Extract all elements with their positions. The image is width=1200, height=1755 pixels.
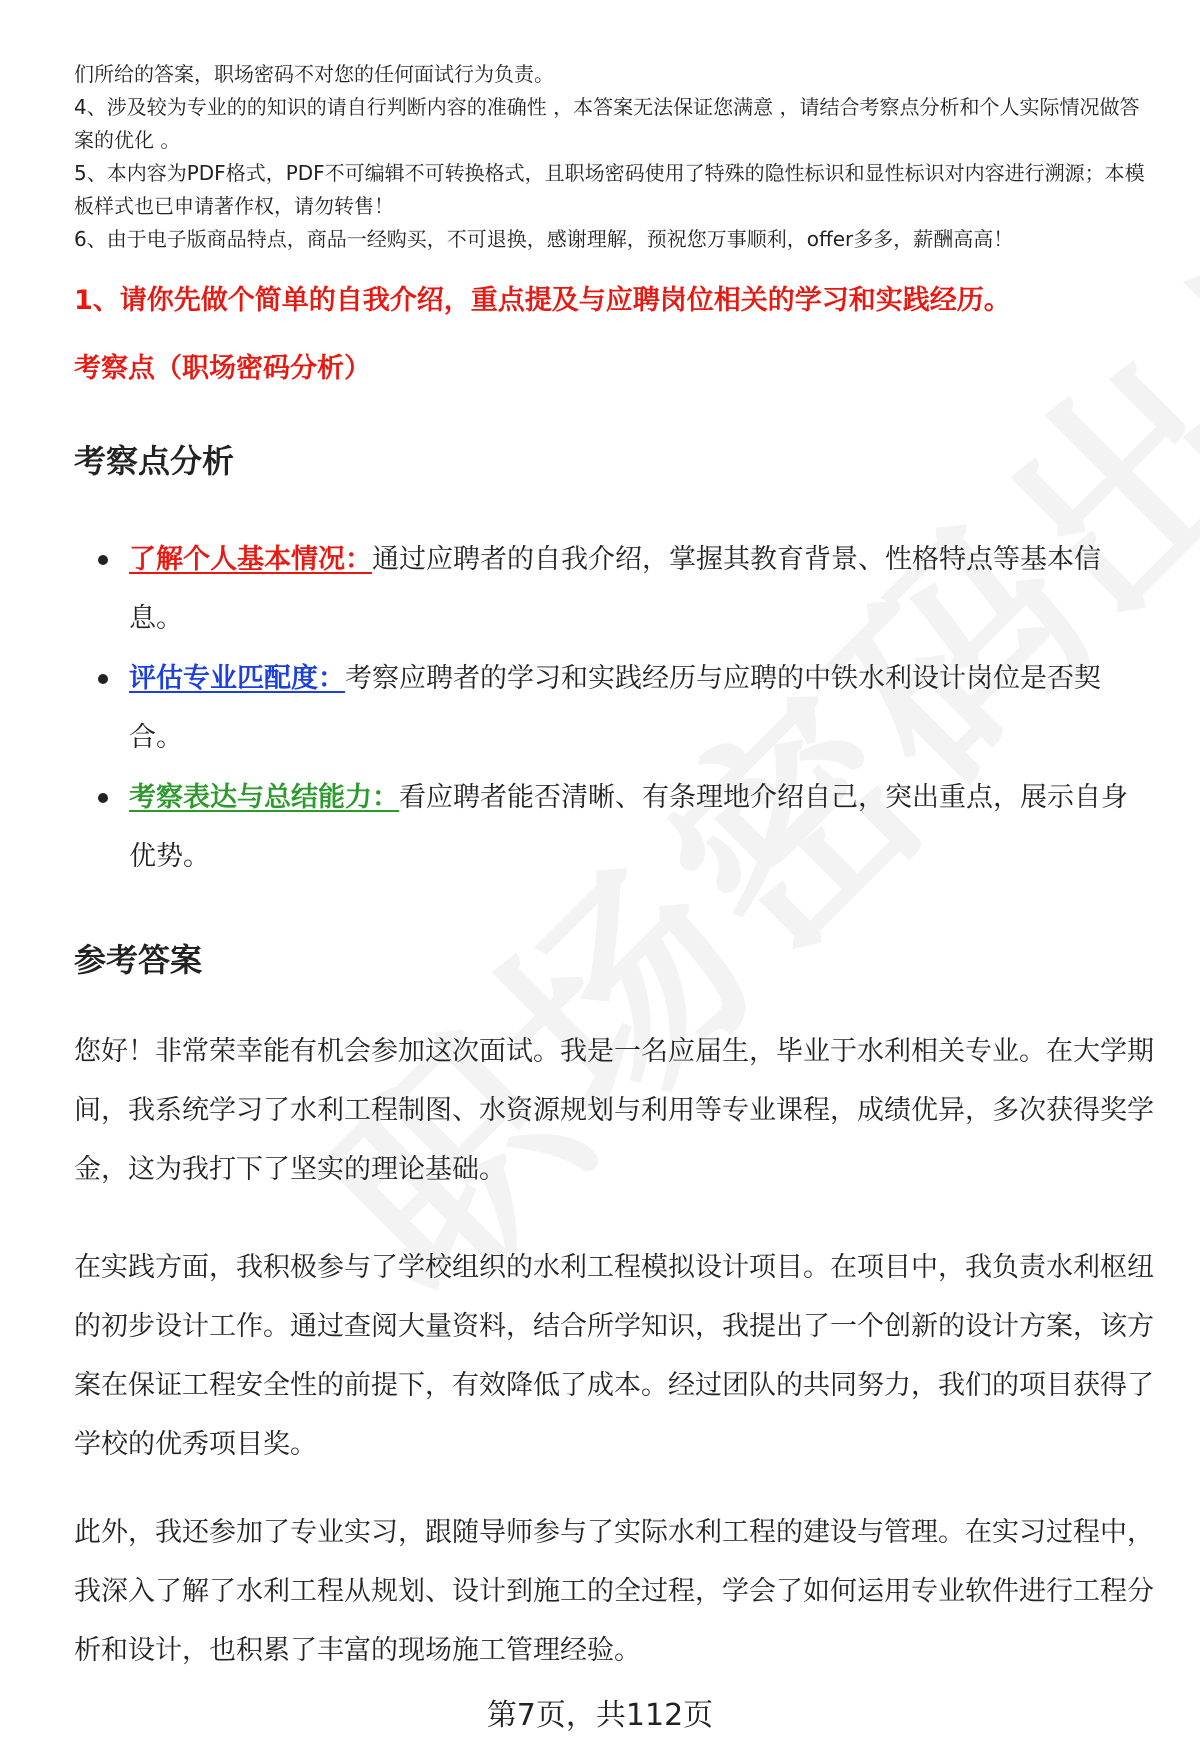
answer-paragraph: 在实践方面，我积极参与了学校组织的水利工程模拟设计项目。在项目中，我负责水利枢纽的初步设计工作。通过查阅大量资料，结合所学知识，我提出了一个创新的设计方案，该方案在保证工程安全性的前提下，有效降低了成本。经过团队的共同努力，我们的项目获得了学校的优秀项目奖。 (74, 1252, 1154, 1460)
analysis-item-label: 评估专业匹配度： (129, 663, 345, 694)
analysis-heading: 考察点分析 (74, 442, 235, 480)
note-line: 4、涉及较为专业的的知识的请自行判断内容的准确性 ，本答案无法保证您满意 ，请结合考察点分析和个人实际情况做答案的优化 。 (74, 95, 1140, 152)
bullet-dot (98, 674, 108, 684)
analysis-item-label: 了解个人基本情况： (129, 544, 372, 575)
list-item (74, 649, 1154, 767)
bullet-dot (98, 555, 108, 565)
analysis-item-text: 通过应聘者的自我介绍，掌握其教育背景、性格特点等基本信息。 (129, 544, 1101, 634)
question-subtitle: 考察点（职场密码分析） (74, 353, 371, 384)
answer-heading: 参考答案 (74, 941, 203, 979)
list-item (74, 768, 1154, 886)
question-title: 1、请你先做个简单的自我介绍，重点提及与应聘岗位相关的学习和实践经历。 (74, 285, 1011, 316)
analysis-list (74, 530, 1154, 887)
notes-block (74, 58, 1154, 256)
note-line: 5、本内容为PDF格式，PDF不可编辑不可转换格式，且职场密码使用了特殊的隐性标识和显性标识对内容进行溯源；本模板样式也已申请著作权，请勿转售！ (74, 161, 1145, 218)
bullet-dot (98, 793, 108, 803)
note-line: 们所给的答案，职场密码不对您的任何面试行为负责。 (74, 62, 554, 86)
answer-paragraph: 您好！非常荣幸能有机会参加这次面试。我是一名应届生，毕业于水利相关专业。在大学期间，我系统学习了水利工程制图、水资源规划与利用等专业课程，成绩优异，多次获得奖学金，这为我打下了坚实的理论基础。 (74, 1036, 1154, 1185)
page-number: 第7页，共112页 (486, 1698, 714, 1733)
analysis-item-text: 看应聘者能否清晰、有条理地介绍自己，突出重点，展示自身优势。 (129, 782, 1128, 872)
note-line: 6、由于电子版商品特点，商品一经购买，不可退换，感谢理解，预祝您万事顺利，offer多多，薪酬高高！ (74, 227, 1014, 251)
answer-paragraph: 此外，我还参加了专业实习，跟随导师参与了实际水利工程的建设与管理。在实习过程中，我深入了解了水利工程从规划、设计到施工的全过程，学会了如何运用专业软件进行工程分析和设计，也积累了丰富的现场施工管理经验。 (74, 1517, 1154, 1666)
analysis-item-label: 考察表达与总结能力： (129, 782, 399, 813)
analysis-item-text: 考察应聘者的学习和实践经历与应聘的中铁水利设计岗位是否契合。 (129, 663, 1101, 753)
list-item (74, 530, 1154, 648)
